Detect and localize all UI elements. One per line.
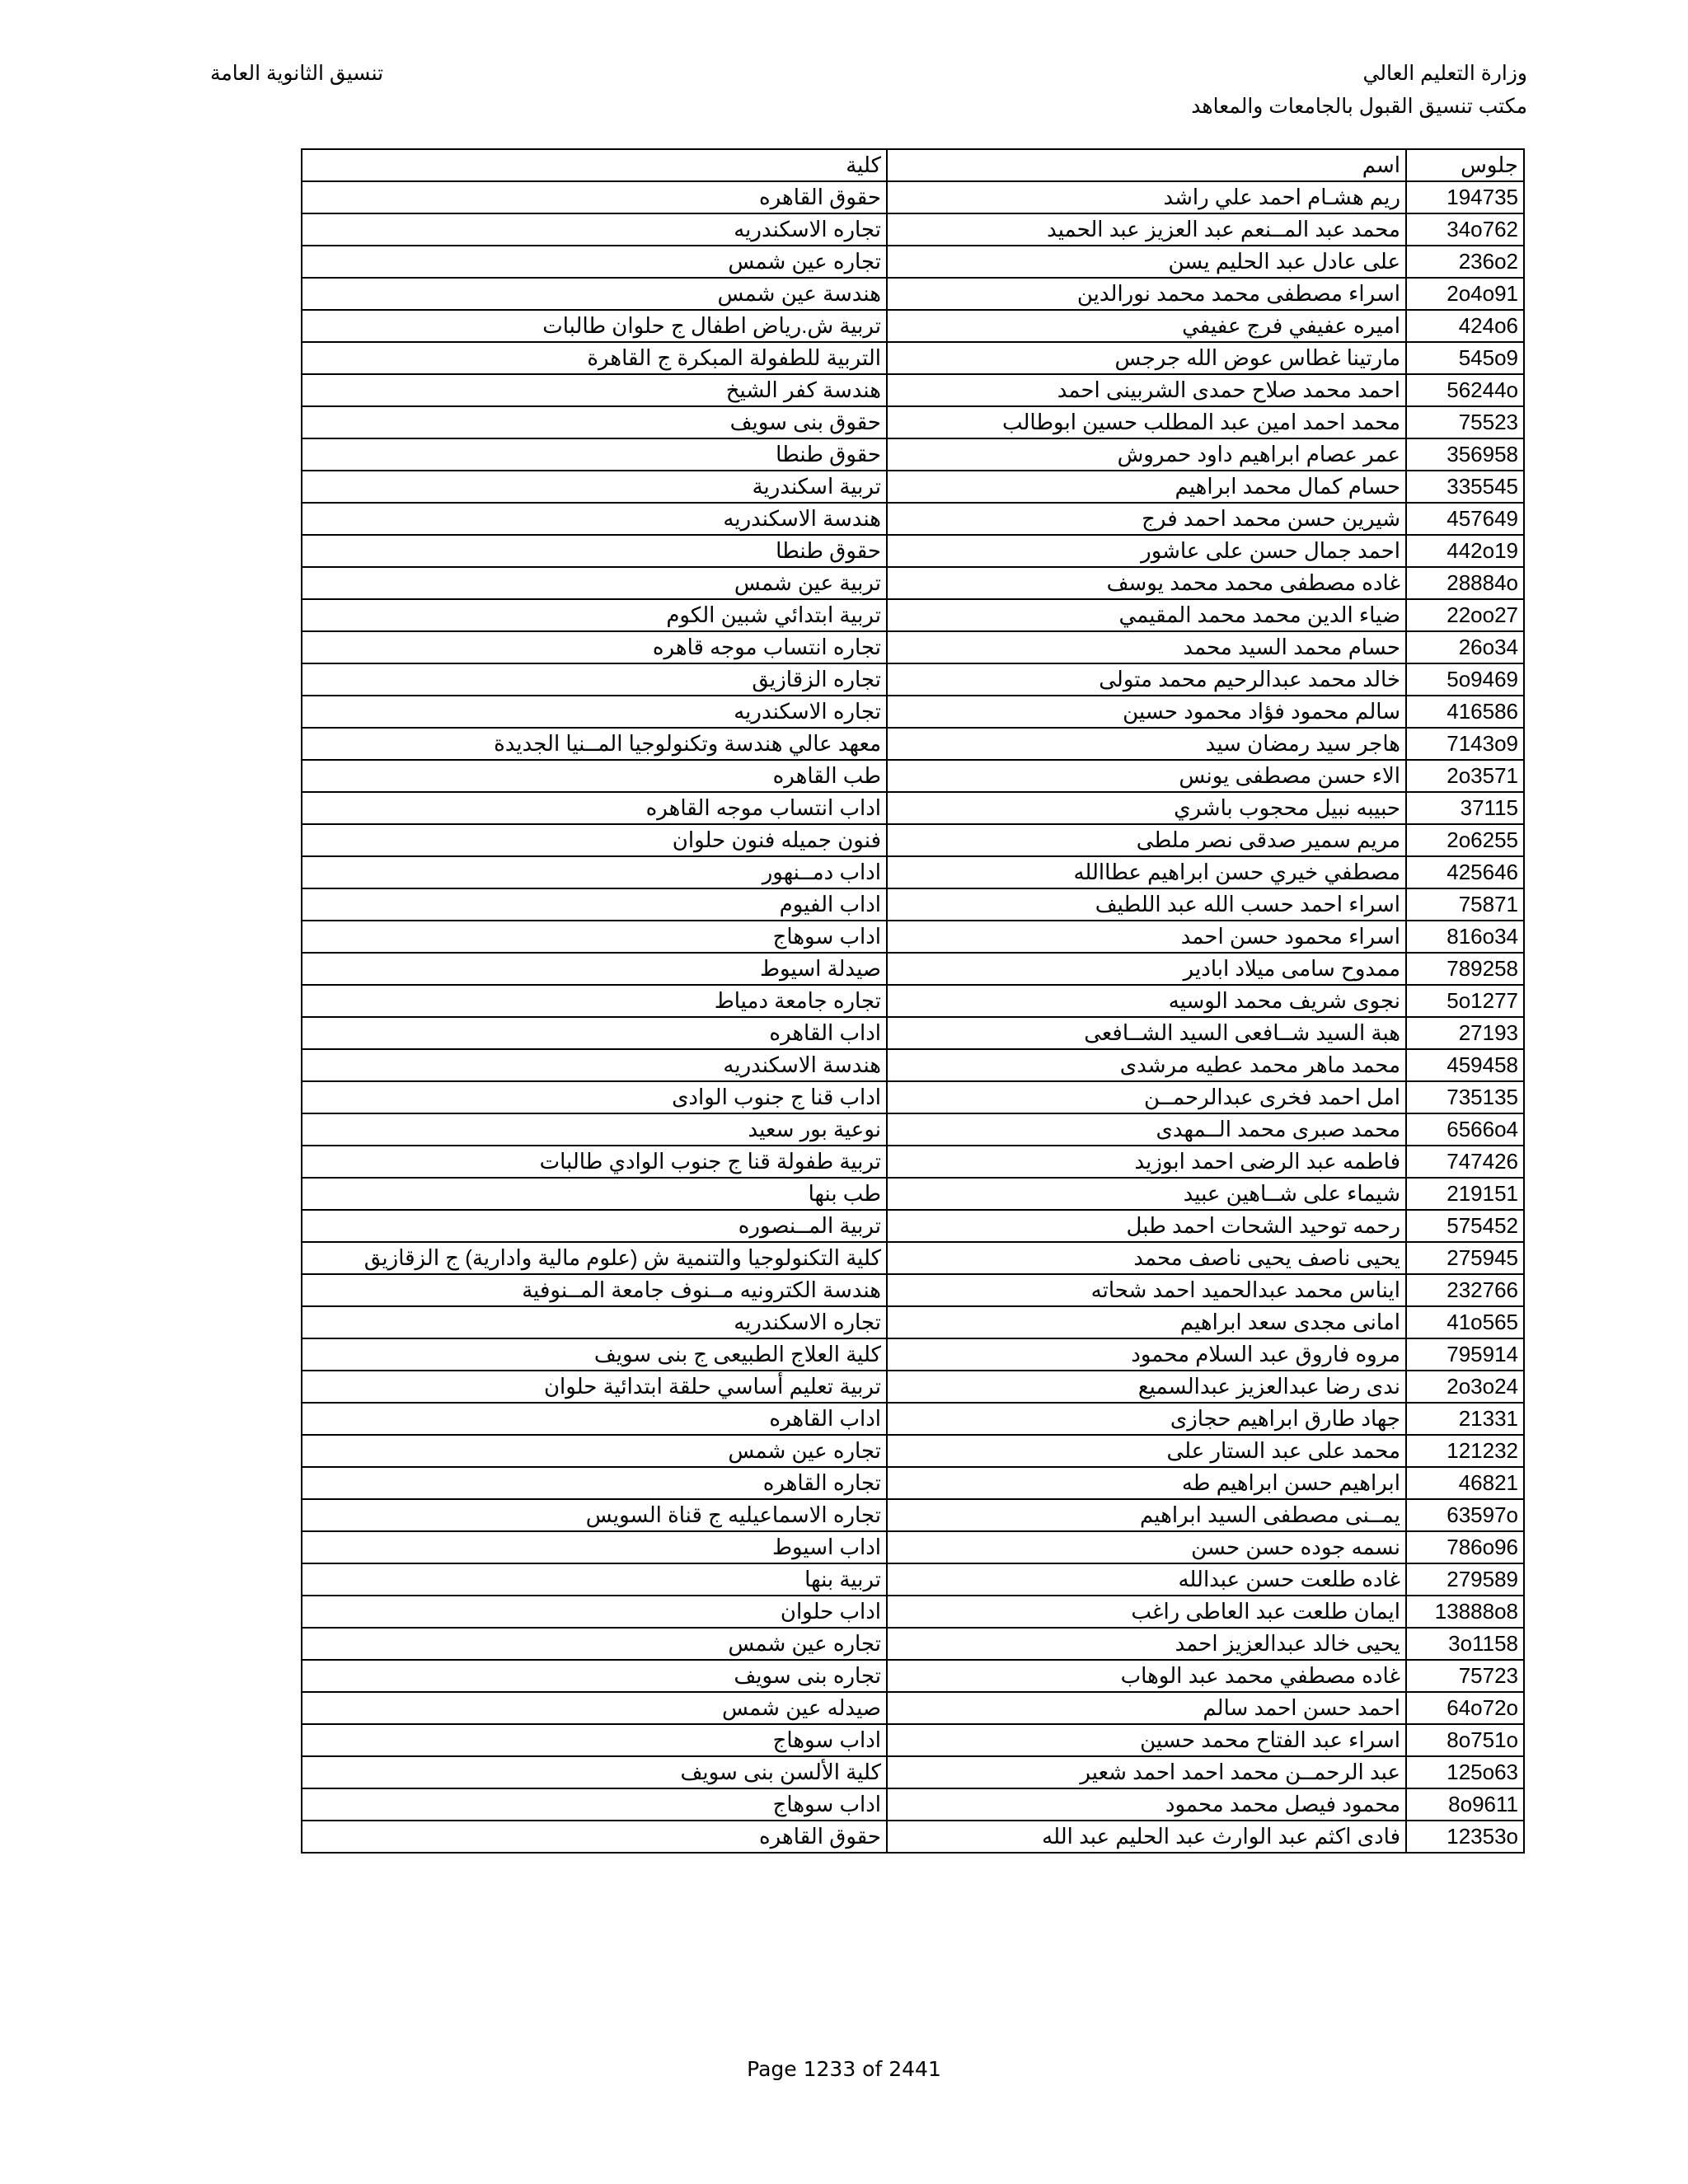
seat-cell: 356958: [1406, 438, 1524, 471]
table-row: [302, 1499, 1524, 1531]
college-cell: حقوق طنطا: [302, 535, 887, 567]
table-row: [302, 1049, 1524, 1081]
college-cell: اداب حلوان: [302, 1596, 887, 1628]
name-cell: اسراء احمد حسب الله عبد اللطيف: [887, 888, 1406, 921]
college-cell: صيدله عين شمس: [302, 1692, 887, 1724]
table-row: [302, 856, 1524, 888]
college-cell: حقوق القاهره: [302, 181, 887, 213]
seat-cell: 416586: [1406, 696, 1524, 728]
name-cell: ممدوح سامى ميلاد ابادير: [887, 953, 1406, 985]
college-cell: تجاره جامعة دمياط: [302, 985, 887, 1017]
seat-cell: 7143o9: [1406, 728, 1524, 760]
seat-cell: 424o6: [1406, 310, 1524, 342]
name-cell: ايناس محمد عبدالحميد احمد شحاته: [887, 1274, 1406, 1306]
name-cell: حسام محمد السيد محمد: [887, 631, 1406, 663]
seat-cell: 735135: [1406, 1081, 1524, 1113]
college-cell: تجاره القاهره: [302, 1467, 887, 1499]
seat-cell: 2o3o24: [1406, 1371, 1524, 1403]
college-cell: اداب انتساب موجه القاهره: [302, 792, 887, 824]
college-cell: تجاره عين شمس: [302, 1628, 887, 1660]
college-cell: تربية طفولة قنا ج جنوب الوادي طالبات: [302, 1146, 887, 1178]
seat-cell: 8o751o: [1406, 1724, 1524, 1756]
name-cell: مارتينا غطاس عوض الله جرجس: [887, 342, 1406, 374]
name-cell: عمر عصام ابراهيم داود حمروش: [887, 438, 1406, 471]
table-row: [302, 921, 1524, 953]
college-cell: تربية بنها: [302, 1563, 887, 1596]
table-row: [302, 374, 1524, 406]
seat-cell: 121232: [1406, 1435, 1524, 1467]
name-cell: حبيبه نبيل محجوب باشري: [887, 792, 1406, 824]
table-row: [302, 1628, 1524, 1660]
table-row: [302, 1756, 1524, 1788]
table-row: [302, 1178, 1524, 1210]
seat-cell: 125o63: [1406, 1756, 1524, 1788]
table-row: [302, 1338, 1524, 1371]
college-cell: تجاره الزقازيق: [302, 663, 887, 696]
name-cell: محمد احمد امين عبد المطلب حسين ابوطالب: [887, 406, 1406, 438]
name-cell: محمد على عبد الستار على: [887, 1435, 1406, 1467]
name-cell: اسراء عبد الفتاح محمد حسين: [887, 1724, 1406, 1756]
seat-cell: 75523: [1406, 406, 1524, 438]
college-cell: تجاره الاسكندريه: [302, 696, 887, 728]
table-row: [302, 1403, 1524, 1435]
college-cell: اداب دمــنهور: [302, 856, 887, 888]
table-row: [302, 503, 1524, 535]
seat-cell: 2o6255: [1406, 824, 1524, 856]
seat-cell: 75723: [1406, 1660, 1524, 1692]
table-row: [302, 953, 1524, 985]
name-cell: عبد الرحمــن محمد احمد احمد شعير: [887, 1756, 1406, 1788]
name-cell: ضياء الدين محمد محمد المقيمي: [887, 599, 1406, 631]
college-cell: هندسة الاسكندريه: [302, 503, 887, 535]
name-cell: احمد حسن احمد سالم: [887, 1692, 1406, 1724]
seat-cell: 816o34: [1406, 921, 1524, 953]
seat-cell: 41o565: [1406, 1306, 1524, 1338]
name-cell: مريم سمير صدقى نصر ملطى: [887, 824, 1406, 856]
college-cell: تجاره عين شمس: [302, 246, 887, 278]
college-cell: تربية عين شمس: [302, 567, 887, 599]
college-cell: هندسة الاسكندريه: [302, 1049, 887, 1081]
seat-cell: 13888o8: [1406, 1596, 1524, 1628]
name-cell: يحيى ناصف يحيى ناصف محمد: [887, 1242, 1406, 1274]
name-cell: احمد جمال حسن على عاشور: [887, 535, 1406, 567]
seat-cell: 34o762: [1406, 213, 1524, 246]
table-row: [302, 213, 1524, 246]
name-cell: امانى مجدى سعد ابراهيم: [887, 1306, 1406, 1338]
seat-cell: 2o3571: [1406, 760, 1524, 792]
table-row: [302, 535, 1524, 567]
name-cell: هاجر سيد رمضان سيد: [887, 728, 1406, 760]
table-row: [302, 1081, 1524, 1113]
seat-cell: 5o9469: [1406, 663, 1524, 696]
seat-cell: 789258: [1406, 953, 1524, 985]
college-cell: اداب قنا ج جنوب الوادى: [302, 1081, 887, 1113]
column-header-college: كلية: [302, 149, 887, 181]
college-cell: اداب سوهاج: [302, 1788, 887, 1821]
name-cell: شيماء على شــاهين عبيد: [887, 1178, 1406, 1210]
table-row: [302, 1692, 1524, 1724]
table-row: [302, 1660, 1524, 1692]
table-row: [302, 985, 1524, 1017]
name-cell: سالم محمود فؤاد محمود حسين: [887, 696, 1406, 728]
name-cell: ندى رضا عبدالعزيز عبدالسميع: [887, 1371, 1406, 1403]
name-cell: ريم هشـام احمد علي راشد: [887, 181, 1406, 213]
seat-cell: 37115: [1406, 792, 1524, 824]
seat-cell: 26o34: [1406, 631, 1524, 663]
name-cell: غاده طلعت حسن عبدالله: [887, 1563, 1406, 1596]
table-row: [302, 1017, 1524, 1049]
page-number: Page 1233 of 2441: [747, 2057, 941, 2081]
seat-cell: 457649: [1406, 503, 1524, 535]
college-cell: فنون جميله فنون حلوان: [302, 824, 887, 856]
college-cell: نوعية بور سعيد: [302, 1113, 887, 1146]
name-cell: نسمه جوده حسن حسن: [887, 1531, 1406, 1563]
college-cell: كلية الألسن بنى سويف: [302, 1756, 887, 1788]
table-row: [302, 278, 1524, 310]
seat-cell: 46821: [1406, 1467, 1524, 1499]
name-cell: اميره عفيفي فرج عفيفي: [887, 310, 1406, 342]
name-cell: امل احمد فخرى عبدالرحمــن: [887, 1081, 1406, 1113]
college-cell: كلية التكنولوجيا والتنمية ش (علوم مالية وادارية) ج الزقازيق: [302, 1242, 887, 1274]
college-cell: اداب القاهره: [302, 1403, 887, 1435]
college-cell: كلية العلاج الطبيعى ج بنى سويف: [302, 1338, 887, 1371]
table-row: [302, 631, 1524, 663]
name-cell: اسراء محمود حسن احمد: [887, 921, 1406, 953]
results-table: [301, 148, 1525, 1854]
name-cell: مروه فاروق عبد السلام محمود: [887, 1338, 1406, 1371]
table-row: [302, 1821, 1524, 1853]
college-cell: تجاره انتساب موجه قاهره: [302, 631, 887, 663]
name-cell: محمد صبرى محمد الــمهدى: [887, 1113, 1406, 1146]
table-row: [302, 728, 1524, 760]
college-cell: تربية تعليم أساسي حلقة ابتدائية حلوان: [302, 1371, 887, 1403]
name-cell: يمــنى مصطفى السيد ابراهيم: [887, 1499, 1406, 1531]
coordination-title: تنسيق الثانوية العامة: [210, 62, 384, 85]
name-cell: نجوى شريف محمد الوسيه: [887, 985, 1406, 1017]
name-cell: اسراء مصطفى محمد محمد نورالدين: [887, 278, 1406, 310]
table-row: [302, 760, 1524, 792]
seat-cell: 22oo27: [1406, 599, 1524, 631]
seat-cell: 425646: [1406, 856, 1524, 888]
table-header-row: [302, 149, 1524, 181]
college-cell: اداب اسيوط: [302, 1531, 887, 1563]
college-cell: تجاره الاسماعيليه ج قناة السويس: [302, 1499, 887, 1531]
name-cell: احمد محمد صلاح حمدى الشربينى احمد: [887, 374, 1406, 406]
college-cell: تجاره بنى سويف: [302, 1660, 887, 1692]
table-row: [302, 567, 1524, 599]
table-row: [302, 1788, 1524, 1821]
seat-cell: 236o2: [1406, 246, 1524, 278]
college-cell: هندسة الكترونيه مــنوف جامعة المــنوفية: [302, 1274, 887, 1306]
college-cell: التربية للطفولة المبكرة ج القاهرة: [302, 342, 887, 374]
seat-cell: 27193: [1406, 1017, 1524, 1049]
college-cell: تربية ش.رياض اطفال ج حلوان طالبات: [302, 310, 887, 342]
seat-cell: 12353o: [1406, 1821, 1524, 1853]
column-header-seat: جلوس: [1406, 149, 1524, 181]
college-cell: حقوق بنى سويف: [302, 406, 887, 438]
seat-cell: 575452: [1406, 1210, 1524, 1242]
name-cell: ايمان طلعت عبد العاطى راغب: [887, 1596, 1406, 1628]
college-cell: هندسة كفر الشيخ: [302, 374, 887, 406]
table-row: [302, 1210, 1524, 1242]
college-cell: طب بنها: [302, 1178, 887, 1210]
name-cell: مصطفي خيري حسن ابراهيم عطاالله: [887, 856, 1406, 888]
college-cell: حقوق طنطا: [302, 438, 887, 471]
table-row: [302, 438, 1524, 471]
name-cell: حسام كمال محمد ابراهيم: [887, 471, 1406, 503]
name-cell: خالد محمد عبدالرحيم محمد متولى: [887, 663, 1406, 696]
seat-cell: 64o72o: [1406, 1692, 1524, 1724]
seat-cell: 747426: [1406, 1146, 1524, 1178]
college-cell: تجاره الاسكندريه: [302, 1306, 887, 1338]
table-row: [302, 663, 1524, 696]
college-cell: معهد عالي هندسة وتكنولوجيا المــنيا الجديدة: [302, 728, 887, 760]
name-cell: جهاد طارق ابراهيم حجازى: [887, 1403, 1406, 1435]
name-cell: غاده مصطفي محمد عبد الوهاب: [887, 1660, 1406, 1692]
table-row: [302, 310, 1524, 342]
name-cell: هبة السيد شــافعى السيد الشــافعى: [887, 1017, 1406, 1049]
table-row: [302, 1531, 1524, 1563]
office-title: مكتب تنسيق القبول بالجامعات والمعاهد: [1191, 95, 1527, 118]
college-cell: حقوق القاهره: [302, 1821, 887, 1853]
table-row: [302, 406, 1524, 438]
table-row: [302, 342, 1524, 374]
table-row: [302, 792, 1524, 824]
table-row: [302, 181, 1524, 213]
table-row: [302, 1306, 1524, 1338]
college-cell: هندسة عين شمس: [302, 278, 887, 310]
name-cell: فاطمه عبد الرضى احمد ابوزيد: [887, 1146, 1406, 1178]
name-cell: محمد ماهر محمد عطيه مرشدى: [887, 1049, 1406, 1081]
name-cell: على عادل عبد الحليم يسن: [887, 246, 1406, 278]
seat-cell: 545o9: [1406, 342, 1524, 374]
seat-cell: 335545: [1406, 471, 1524, 503]
seat-cell: 63597o: [1406, 1499, 1524, 1531]
name-cell: رحمه توحيد الشحات احمد طبل: [887, 1210, 1406, 1242]
table-row: [302, 1242, 1524, 1274]
table-row: [302, 599, 1524, 631]
name-cell: محمد عبد المــنعم عبد العزيز عبد الحميد: [887, 213, 1406, 246]
college-cell: تجاره الاسكندريه: [302, 213, 887, 246]
name-cell: محمود فيصل محمد محمود: [887, 1788, 1406, 1821]
college-cell: تربية اسكندرية: [302, 471, 887, 503]
seat-cell: 279589: [1406, 1563, 1524, 1596]
seat-cell: 459458: [1406, 1049, 1524, 1081]
table-row: [302, 1596, 1524, 1628]
table-row: [302, 1563, 1524, 1596]
college-cell: تربية المــنصوره: [302, 1210, 887, 1242]
seat-cell: 21331: [1406, 1403, 1524, 1435]
table-row: [302, 1274, 1524, 1306]
table-row: [302, 1724, 1524, 1756]
table-row: [302, 1467, 1524, 1499]
column-header-name: اسم: [887, 149, 1406, 181]
table-row: [302, 1371, 1524, 1403]
table-row: [302, 1146, 1524, 1178]
seat-cell: 219151: [1406, 1178, 1524, 1210]
seat-cell: 6566o4: [1406, 1113, 1524, 1146]
ministry-title: وزارة التعليم العالي: [1362, 62, 1527, 85]
college-cell: اداب سوهاج: [302, 921, 887, 953]
table-row: [302, 824, 1524, 856]
table-row: [302, 246, 1524, 278]
seat-cell: 56244o: [1406, 374, 1524, 406]
college-cell: تربية ابتدائي شبين الكوم: [302, 599, 887, 631]
college-cell: تجاره عين شمس: [302, 1435, 887, 1467]
name-cell: يحيى خالد عبدالعزيز احمد: [887, 1628, 1406, 1660]
college-cell: اداب القاهره: [302, 1017, 887, 1049]
name-cell: ابراهيم حسن ابراهيم طه: [887, 1467, 1406, 1499]
seat-cell: 232766: [1406, 1274, 1524, 1306]
seat-cell: 194735: [1406, 181, 1524, 213]
college-cell: طب القاهره: [302, 760, 887, 792]
table-row: [302, 1113, 1524, 1146]
table-row: [302, 1435, 1524, 1467]
seat-cell: 795914: [1406, 1338, 1524, 1371]
seat-cell: 2o4o91: [1406, 278, 1524, 310]
name-cell: غاده مصطفى محمد محمد يوسف: [887, 567, 1406, 599]
college-cell: اداب سوهاج: [302, 1724, 887, 1756]
seat-cell: 28884o: [1406, 567, 1524, 599]
college-cell: صيدلة اسيوط: [302, 953, 887, 985]
table-row: [302, 471, 1524, 503]
seat-cell: 786o96: [1406, 1531, 1524, 1563]
seat-cell: 275945: [1406, 1242, 1524, 1274]
name-cell: الاء حسن مصطفى يونس: [887, 760, 1406, 792]
seat-cell: 8o9611: [1406, 1788, 1524, 1821]
seat-cell: 442o19: [1406, 535, 1524, 567]
college-cell: اداب الفيوم: [302, 888, 887, 921]
table-row: [302, 888, 1524, 921]
table-row: [302, 696, 1524, 728]
name-cell: شيرين حسن محمد احمد فرج: [887, 503, 1406, 535]
seat-cell: 3o1158: [1406, 1628, 1524, 1660]
name-cell: فادى اكثم عبد الوارث عبد الحليم عبد الله: [887, 1821, 1406, 1853]
seat-cell: 75871: [1406, 888, 1524, 921]
seat-cell: 5o1277: [1406, 985, 1524, 1017]
